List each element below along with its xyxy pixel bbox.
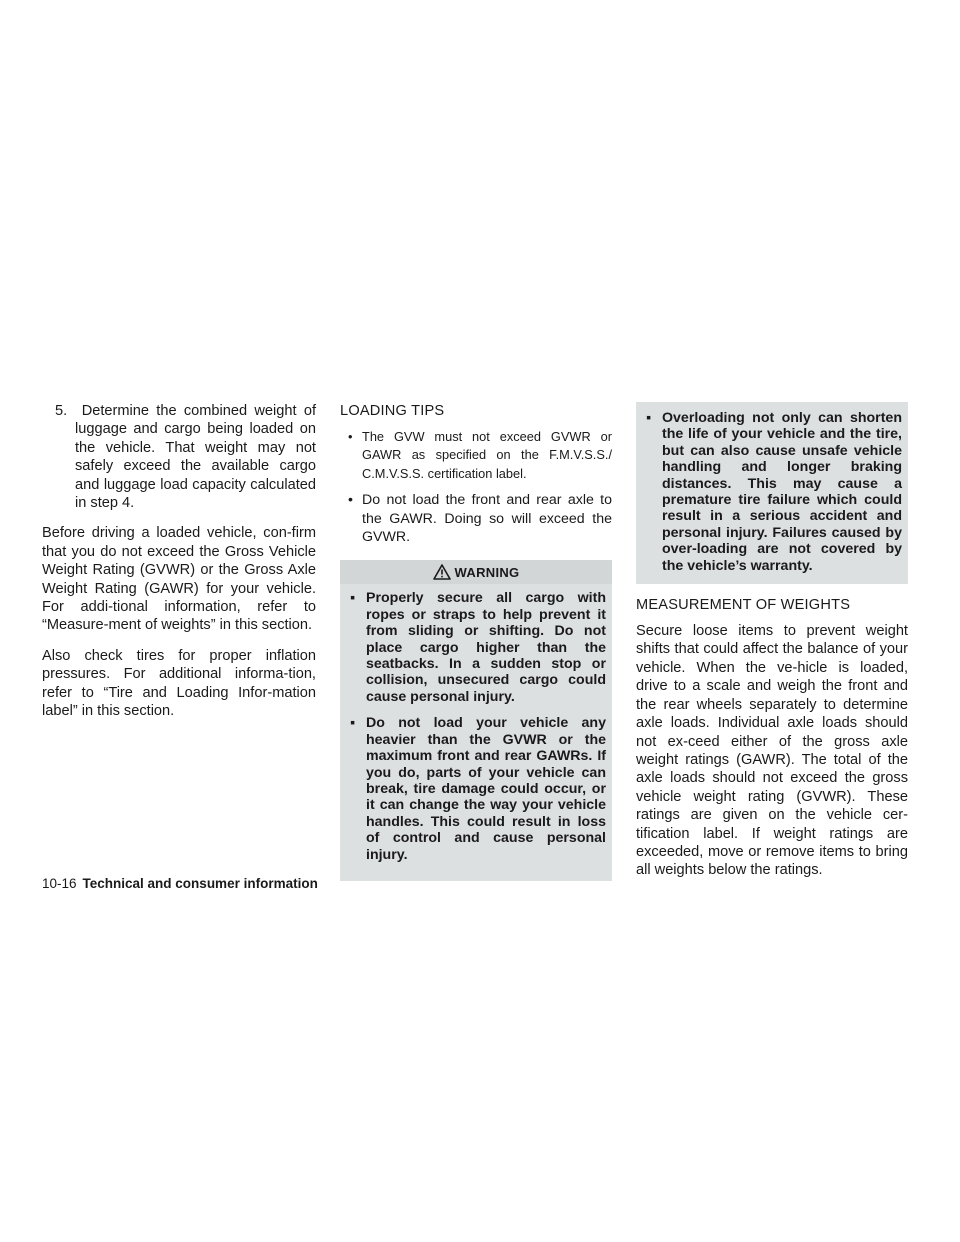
column-middle (340, 402, 612, 881)
warning-body (636, 402, 908, 584)
list-item: ▪ Overloading not only can shorten the life of your vehicle and the tire, but can also cause unsafe vehicle handling and longer braking distances. This may cause a premature tire failure which could result in a serious accident and personal injury. Failures caused by over-loading are not covered by the vehicle’s warranty. (644, 410, 902, 574)
warning-box (340, 560, 612, 881)
list-item: ▪ Properly secure all cargo with ropes or straps to help prevent it from sliding or shifting. Do not place cargo higher than the seatbacks. In a sudden stop or collision, unsecured cargo could cause personal injury. (348, 590, 606, 705)
warning-icon (433, 564, 451, 580)
list-item: • The GVW must not exceed GVWR or GAWR as specified on the F.M.V.S.S./ C.M.V.S.S. certification label. (340, 428, 612, 483)
paragraph-inflation: Also check tires for proper inflation pressures. For additional informa-tion, refer to “Tire and Loading Infor-mation label” in this section. (42, 647, 316, 720)
paragraph-measurement: Secure loose items to prevent weight shifts that could affect the balance of your vehicle. When the ve-hicle is loaded, drive to a scale and weigh the front and the rear wheels separately to determine axle loads. Individual axle loads should not ex-ceed either of the gross axle weight ratings (GAWR). The total of the axle loads should not exceed the gross vehicle weight rating (GVWR). These ratings are given on the vehicle cer-tification label. If weight ratings are exceeded, move or remove items to bring all weights below the ratings. (636, 623, 908, 879)
list-item: ▪ Do not load your vehicle any heavier than the GVWR or the maximum front and rear GAWRs. If you do, parts of your vehicle can break, tire damage could occur, or it can change the way your vehicle handles. This could result in loss of control and cause personal injury. (348, 715, 606, 863)
list-item: • Do not load the front and rear axle to the GAWR. Doing so will exceed the GVWR. (340, 491, 612, 546)
loading-tips-list (340, 428, 612, 546)
step-5 (42, 402, 316, 512)
measurement-heading: MEASUREMENT OF WEIGHTS (636, 597, 851, 614)
page-number: 10-16 (42, 876, 77, 891)
column-left (42, 402, 316, 733)
warning-list (348, 590, 606, 863)
loading-tips-heading: LOADING TIPS (340, 403, 445, 419)
warning-body (340, 584, 612, 881)
warning-list (644, 410, 902, 574)
warning-header (340, 560, 612, 584)
column-right (636, 402, 908, 892)
section-title: Technical and consumer information (82, 876, 318, 891)
step-number: 5. (55, 403, 68, 419)
warning-box-continued (636, 402, 908, 584)
page-footer (42, 876, 318, 891)
warning-label: WARNING (454, 564, 520, 580)
step-text: Determine the combined weight of luggage and cargo being loaded on the vehicle. That weight may not safely exceed the available cargo and luggage load capacity calculated in step 4. (75, 403, 316, 512)
paragraph-before-driving: Before driving a loaded vehicle, con-firm that you do not exceed the Gross Vehicle Weight Rating (GVWR) or the Gross Axle Weight Rating (GAWR) for your vehicle. For addi-tional information, refer to “Measure-ment of weights” in this section. (42, 525, 316, 634)
